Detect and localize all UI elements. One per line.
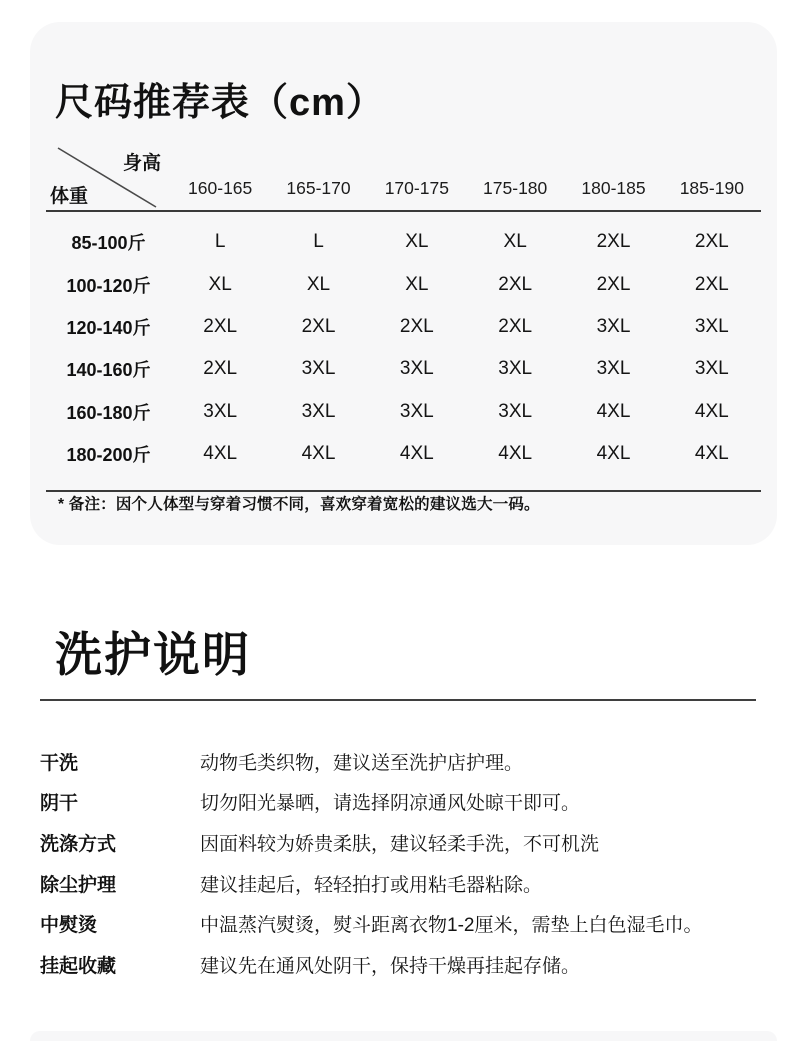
height-col-header: 160-165 bbox=[188, 177, 253, 198]
size-cell: 4XL bbox=[694, 400, 729, 422]
size-cell: 2XL bbox=[203, 315, 238, 337]
size-cell: 3XL bbox=[498, 400, 533, 422]
care-item-label: 挂起收藏 bbox=[40, 955, 117, 977]
size-table bbox=[46, 144, 761, 492]
size-cell: 2XL bbox=[596, 273, 631, 295]
care-item-label: 中熨烫 bbox=[40, 915, 98, 937]
care-item-description: 建议挂起后，轻轻拍打或用粘毛器粘除。 bbox=[200, 874, 543, 896]
size-table-body bbox=[46, 212, 761, 490]
care-item-description: 动物毛类织物，建议送至洗护店护理。 bbox=[200, 752, 524, 774]
list-item bbox=[40, 822, 756, 863]
size-recommendation-card bbox=[30, 22, 777, 545]
table-row bbox=[46, 348, 761, 390]
size-cell: XL bbox=[208, 273, 232, 295]
size-cell: L bbox=[313, 231, 324, 253]
weight-row-label: 180-200斤 bbox=[66, 445, 151, 466]
size-cell: 3XL bbox=[203, 400, 238, 422]
size-cell: 4XL bbox=[399, 443, 434, 465]
size-cell: XL bbox=[405, 273, 429, 295]
size-cell: 2XL bbox=[498, 273, 533, 295]
size-cell: 3XL bbox=[399, 358, 434, 380]
care-instruction-list bbox=[40, 741, 756, 985]
size-cell: 2XL bbox=[694, 231, 729, 253]
weight-row-label: 100-120斤 bbox=[66, 275, 151, 296]
list-item bbox=[40, 741, 756, 782]
size-cell: 3XL bbox=[301, 358, 336, 380]
size-cell: XL bbox=[306, 273, 331, 295]
weight-row-label: 85-100斤 bbox=[71, 233, 146, 254]
weight-row-label: 160-180斤 bbox=[66, 402, 151, 423]
care-item-label: 干洗 bbox=[40, 752, 79, 774]
corner-label-height: 身高 bbox=[122, 153, 161, 174]
care-item-description: 建议先在通风处阴干，保持干燥再挂起存储。 bbox=[200, 955, 581, 977]
size-cell: 4XL bbox=[498, 443, 533, 465]
care-item-label: 洗涤方式 bbox=[40, 833, 117, 855]
size-cell: XL bbox=[405, 231, 429, 253]
height-col-header: 170-175 bbox=[384, 177, 449, 198]
height-col-header: 165-170 bbox=[286, 177, 351, 198]
size-cell: 3XL bbox=[596, 315, 631, 337]
care-item-description: 切勿阳光暴晒，请选择阴凉通风处晾干即可。 bbox=[200, 793, 581, 815]
care-section-divider bbox=[40, 699, 756, 701]
height-col-header: 185-190 bbox=[679, 177, 744, 198]
size-cell: 4XL bbox=[694, 443, 729, 465]
size-cell: 2XL bbox=[203, 358, 238, 380]
size-cell: 3XL bbox=[694, 315, 729, 337]
size-cell: 4XL bbox=[301, 443, 336, 465]
care-item-label: 阴干 bbox=[40, 793, 79, 815]
list-item bbox=[40, 782, 756, 823]
table-row bbox=[46, 433, 761, 475]
size-cell: 4XL bbox=[596, 400, 631, 422]
size-cell: 3XL bbox=[399, 400, 434, 422]
weight-row-label: 120-140斤 bbox=[66, 317, 151, 338]
size-table-note: * 备注：因个人体型与穿着习惯不同，喜欢穿着宽松的建议选大一码。 bbox=[58, 496, 540, 513]
table-row bbox=[46, 221, 761, 263]
list-item bbox=[40, 863, 756, 904]
height-col-header: 175-180 bbox=[483, 177, 548, 198]
size-cell: XL bbox=[503, 231, 527, 253]
size-cell: 3XL bbox=[596, 358, 631, 380]
list-item bbox=[40, 944, 756, 985]
weight-row-label: 140-160斤 bbox=[66, 360, 151, 381]
size-cell: 3XL bbox=[301, 400, 336, 422]
size-cell: 3XL bbox=[694, 358, 729, 380]
care-item-label: 除尘护理 bbox=[40, 874, 117, 896]
size-cell: 2XL bbox=[498, 315, 533, 337]
care-section-title: 洗护说明 bbox=[55, 628, 251, 682]
care-item-description: 因面料较为娇贵柔肤，建议轻柔手洗，不可机洗 bbox=[200, 833, 600, 855]
care-item-description: 中温蒸汽熨烫，熨斗距离衣物1-2厘米，需垫上白色湿毛巾。 bbox=[200, 915, 703, 937]
size-table-header-row bbox=[46, 144, 761, 210]
size-cell: L bbox=[214, 231, 226, 253]
size-table-corner-cell bbox=[46, 144, 171, 210]
next-card-peek bbox=[30, 1031, 777, 1041]
size-cell: 2XL bbox=[596, 231, 631, 253]
height-col-header: 180-185 bbox=[581, 177, 646, 198]
table-row bbox=[46, 306, 761, 348]
size-cell: 2XL bbox=[301, 315, 336, 337]
table-row bbox=[46, 391, 761, 433]
size-cell: 2XL bbox=[399, 315, 434, 337]
table-row bbox=[46, 263, 761, 305]
size-table-title: 尺码推荐表（cm） bbox=[55, 82, 385, 125]
size-cell: 4XL bbox=[596, 443, 631, 465]
corner-label-weight: 体重 bbox=[50, 186, 89, 207]
size-cell: 3XL bbox=[498, 358, 533, 380]
list-item bbox=[40, 903, 756, 944]
size-cell: 2XL bbox=[694, 273, 729, 295]
size-cell: 4XL bbox=[203, 443, 238, 465]
